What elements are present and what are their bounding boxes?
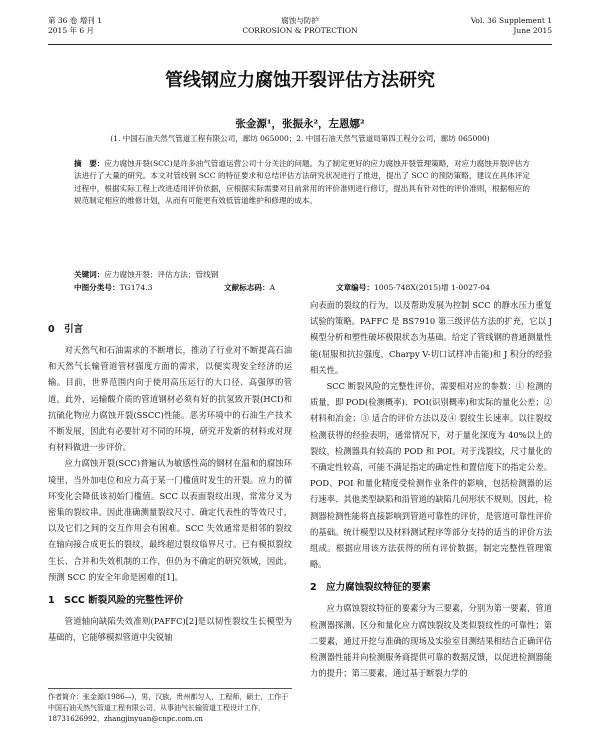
section-heading: 1 SCC 断裂风险的完整性评价 [48, 595, 184, 607]
body-paragraph: 向表面的裂纹的行为，以及帮助发展为控制 SCC 的静水压力重复试验的策略。PAFFC 是 BS7910 第三级评估方法的扩充，它以 J 模型分析和塑性破坏极限状态为基础。给定了管线钢的普通测量性能(屈服和抗拉强度，Charpy V-切口试样冲击能)和 J 积分的经验相关性。 [310, 300, 552, 375]
document-code [224, 282, 275, 293]
journal-volume-en: Vol. 36 Supplement 1 [470, 16, 552, 25]
header-right [471, 16, 552, 36]
journal-name-en: CORROSION & PROTECTION [242, 26, 358, 35]
section-heading: 0 引言 [48, 324, 84, 335]
clc-label: 中图分类号： [74, 283, 120, 292]
journal-name-cn: 腐蚀与防护 [281, 16, 319, 25]
doc-label: 文献标志码： [224, 283, 270, 292]
keywords-label: 关键词： [74, 270, 105, 279]
body-paragraph: 应力腐蚀开裂(SCC)普遍认为敏感性高的钢材在温和的腐蚀环境里，当外加电位和应力高于某一门槛值时发生的开裂。应力的循环变化会降低该初始门槛值。SCC 以表面裂纹出现，常常分叉为密集的裂纹串。因此准确测量裂纹尺寸、确定代表性的等效尺寸，以及它们之间的交互作用会有困难。SCC 失效通常是相邻的裂纹在轴向接合成更长的裂纹，最终超过裂纹临界尺寸。已有模拟裂纹生长、合并和失效机制的工作，但仍为不确定的研究领域，因此，预测 SCC 的安全年命是困难的[1]。 [48, 458, 292, 582]
right-column [310, 297, 552, 681]
paper-title: 管线钢应力腐蚀开裂评估方法研究 [165, 70, 435, 91]
body-paragraph: 管道轴向缺陷失效准则(PAFFC)[2]是以韧性裂纹生长模型为基础的，它能够模拟管道中尖锐轴 [48, 616, 292, 643]
art-label: 文章编号： [336, 283, 374, 292]
body-paragraph: 对天然气和石油需求的不断增长，推动了行业对不断提高石油和天然气长输管道管材强度方面的需求，以便实现安全经济的运输。目前，世界范围内向于使用高压运行的大口径、高强厚的管道。此外，运输酸介质的管道钢材必须有好的抗氢致开裂(HCI)和抗硫化物应力腐蚀开裂(SSCC)性能。恶劣环境中的石油生产技术不断发展，因此有必要针对不同的环境，研究开发新的材料或对现有材料做进一步评价。 [48, 345, 292, 453]
clc-value: TG174.3 [119, 283, 153, 292]
journal-date: 2015 年 6 月 [48, 26, 95, 35]
keywords-text: 应力腐蚀开裂；评估方法；管线钢 [104, 270, 219, 279]
abstract [74, 158, 530, 208]
paper-authors: 张金源¹，张振永²，左恩娜² [235, 118, 365, 130]
doc-value: A [269, 283, 276, 292]
abstract-text: 应力腐蚀开裂(SCC)是许多油气管道运营公司十分关注的问题。为了制定更好的应力腐蚀开裂管理策略，对应力腐蚀开裂评估方法进行了大量的研究。本文对管线钢 SCC 的特征要求和总结评估方法研究状况进行了推进，提出了 SCC 的预防策略，建议在具体评定过程中，根据实际工程上改进适用评价依据，应根据实际需要对目前常用的评价准则进行修订，提出具有针对性的评价准则，根据相应的规范制定相应的维修计划，从而有可能更有效低管道维护和修理的成本。 [74, 159, 530, 206]
clc-number [74, 282, 152, 293]
left-column [48, 318, 292, 645]
body-paragraph: SCC 断裂风险的完整性评价，需要相对应的参数：① 检测的质量，即 POD(检测概率)、POI(识别概率)和实际的量化公差；② 材料和冶金；③ 适合的评价方法以及④ 裂纹生长速率。以往裂纹检测获得的经验表明，通常情况下，对于量化深度为 40%以上的裂纹，检测器具有较高的 POD 和 POI。对于浅裂纹，尺寸量化的不确定性较高，可能不满足指定的确定性和置信度下的指定公差。POD、POI 和量化精度受检测作业条件的影响，包括检测器的运行速率、其他类型缺陷和沿管道的缺陷几何形状不规则。因此，检测器检测性能将直接影响到管道可靠性的评价，是管道可靠性评价的基础。统计模型以及材料测试程序等部分支持的适当的评价方法组成。根据应用该方法获得的所有评价数据，制定完整性管理策略。 [310, 381, 552, 570]
running-header [48, 16, 552, 45]
article-number [336, 282, 490, 293]
section-heading: 2 应力腐蚀裂纹特征的要素 [310, 582, 431, 594]
body-paragraph: 应力腐蚀裂纹特征的要素分为三要素，分别为第一要素，管道检测器探测、区分和量化应力腐蚀裂纹及类似裂纹性的可靠性；第二要素，通过开挖与准确的现场及实验室目测结果相结合正确评估检测器性能并向检测服务商提供可靠的数据反馈，以促进检测器能力的提升；第三要素，通过基于断裂力学的 [310, 603, 552, 679]
journal-date-en: June 2015 [513, 26, 552, 35]
abstract-label: 摘 要： [74, 159, 105, 168]
journal-volume: 第 36 卷 增刊 1 [48, 16, 102, 25]
art-value: 1005-748X(2015)增 1-0027-04 [373, 283, 490, 292]
keywords [74, 269, 530, 280]
author-footnote: 作者简介：张金源(1986—)，男，汉族，贵州都匀人，工程师，硕士，工作于中国石油天然气管道工程有限公司，从事油气长输管道工程设计工作，18731626992，zhangjinyuan@cnpc.com.cn [48, 688, 292, 724]
author-affiliation: (1. 中国石油天然气管道工程有限公司，廊坊 065000；2. 中国石油天然气管道局第四工程分公司，廊坊 065000) [110, 134, 490, 143]
